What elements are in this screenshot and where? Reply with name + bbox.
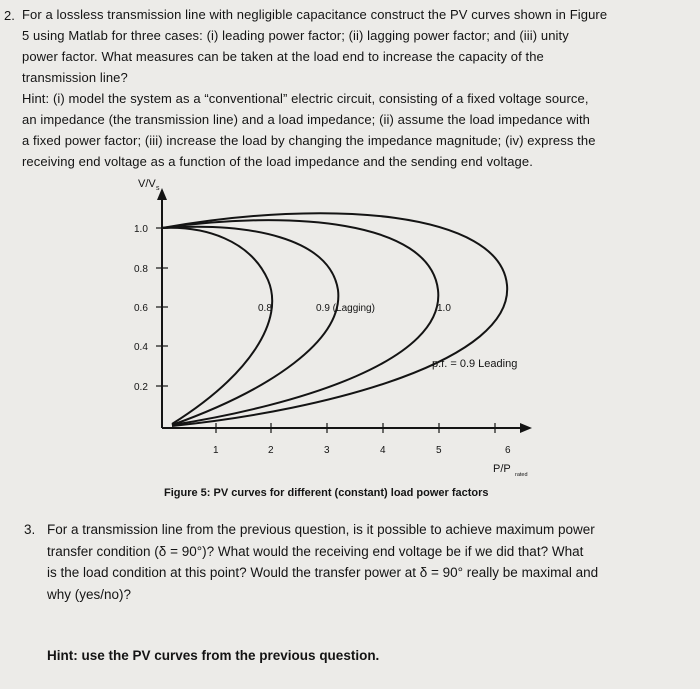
x-axis-label: P/P (493, 463, 511, 475)
question-3-line: For a transmission line from the previous question, is it possible to achieve maximum power (47, 522, 595, 537)
pv-curve-pf-0.8 (162, 228, 272, 424)
x-tick-label: 2 (268, 445, 274, 456)
question-3-hint: Hint: use the PV curves from the previous question. (47, 648, 380, 663)
x-tick-label: 6 (505, 445, 511, 456)
pv-curve-pf-0.9-lagging (162, 227, 338, 425)
curve-label-1.0: 1.0 (437, 303, 451, 314)
question-3-text (47, 519, 700, 605)
question-2-number: 2. (4, 8, 15, 23)
y-tick-label: 0.6 (134, 303, 148, 314)
question-2-hint-line: a fixed power factor; (iii) increase the load by changing the impedance magnitude; (iv) express the (22, 133, 596, 148)
figure-caption: Figure 5: PV curves for different (constant) load power factors (164, 487, 489, 499)
y-axis-label: V/V (138, 178, 156, 190)
curve-label-0.9-lagging: 0.9 (Lagging) (316, 303, 375, 314)
x-tick-label: 1 (213, 445, 219, 456)
question-3-line: transfer condition (δ = 90°)? What would the receiving end voltage be if we did that? What (47, 543, 584, 559)
question-2-hint-line: Hint: (i) model the system as a “conventional” electric circuit, consisting of a fixed voltage source, (22, 91, 589, 106)
y-tick-label: 1.0 (134, 224, 148, 235)
question-2-line: 5 using Matlab for three cases: (i) leading power factor; (ii) lagging power factor; and (iii) unity (22, 28, 569, 43)
x-tick-label: 4 (380, 445, 386, 456)
question-2-hint-line: receiving end voltage as a function of the load impedance and the sending end voltage. (22, 154, 533, 169)
curve-label-0.8: 0.8 (258, 303, 272, 314)
question-2-hint-line: an impedance (the transmission line) and a load impedance; (ii) assume the load impedance with (22, 112, 590, 127)
x-axis-arrow (520, 423, 532, 433)
question-2-line: For a lossless transmission line with negligible capacitance construct the PV curves shown in Figure (22, 7, 608, 22)
curve-label-0.9-leading: p.f. = 0.9 Leading (432, 358, 518, 370)
question-3-line: is the load condition at this point? Would the transfer power at δ = 90° really be maximal and (47, 565, 599, 580)
x-axis-label-subscript: rated (515, 472, 528, 478)
pv-curve-pf-1.0 (162, 220, 438, 425)
question-3-line: why (yes/no)? (47, 586, 132, 602)
x-tick-label: 5 (436, 445, 442, 456)
y-tick-label: 0.4 (134, 342, 148, 353)
question-3-number: 3. (24, 522, 36, 537)
y-tick-label: 0.8 (134, 264, 148, 275)
x-tick-label: 3 (324, 445, 330, 456)
y-tick-label: 0.2 (134, 382, 148, 393)
question-2-line: transmission line? (22, 70, 128, 85)
question-2-line: power factor. What measures can be taken at the load end to increase the capacity of the (22, 49, 544, 64)
y-axis-label-subscript: s (156, 185, 160, 192)
